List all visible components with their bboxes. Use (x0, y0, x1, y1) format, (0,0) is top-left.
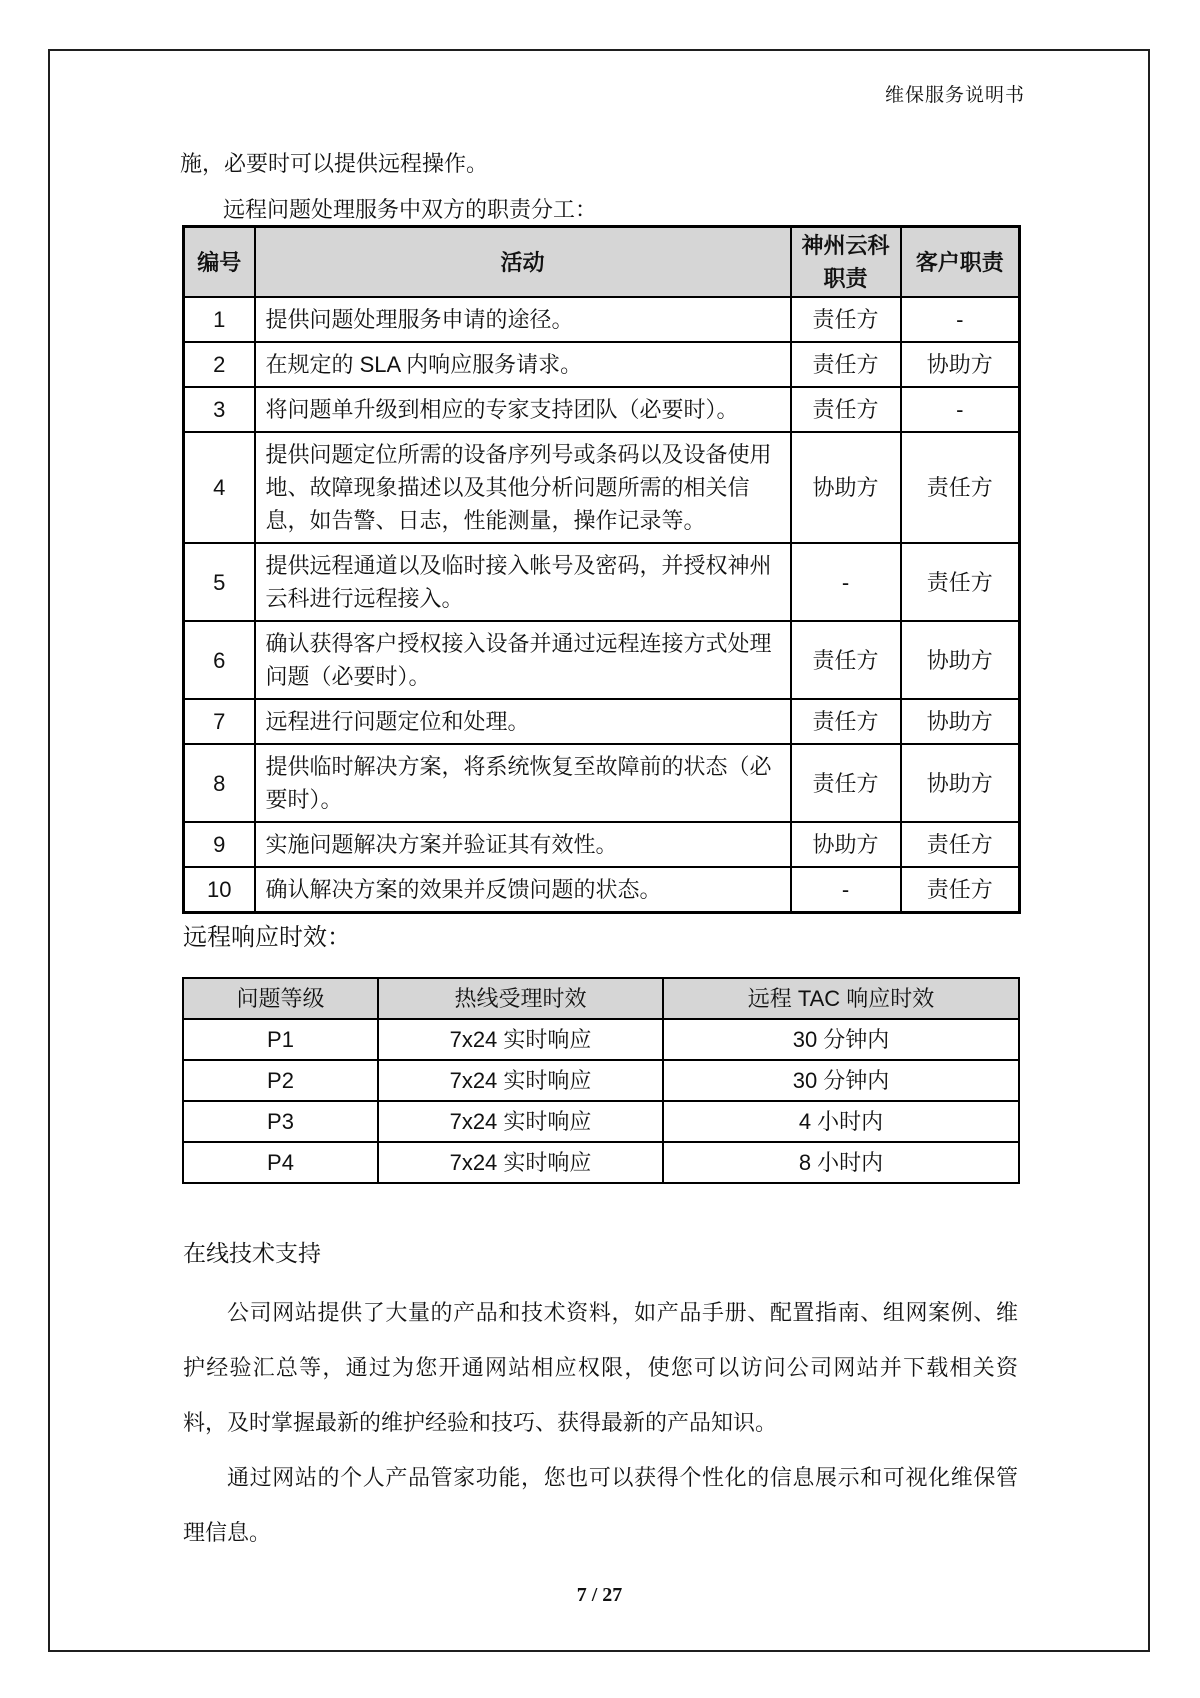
cell-activity: 实施问题解决方案并验证其有效性。 (255, 822, 791, 867)
cell-dxc: - (791, 867, 901, 913)
cell-no: 5 (184, 543, 255, 621)
header-cell-customer: 客户职责 (901, 227, 1020, 298)
cell-dxc: 责任方 (791, 297, 901, 342)
cell-tac: 8 小时内 (663, 1142, 1019, 1183)
cell-no: 6 (184, 621, 255, 699)
table-row (183, 1019, 1019, 1060)
header-cell-activity: 活动 (255, 227, 791, 298)
table-row (183, 1060, 1019, 1101)
table-row (184, 744, 1020, 822)
cell-dxc: - (791, 543, 901, 621)
header-cell-tac: 远程 TAC 响应时效 (663, 978, 1019, 1019)
cell-hotline: 7x24 实时响应 (378, 1142, 663, 1183)
cell-level: P4 (183, 1142, 378, 1183)
table-row (184, 432, 1020, 543)
header-cell-hotline: 热线受理时效 (378, 978, 663, 1019)
table-header-row (183, 978, 1019, 1019)
intro-text-line: 施，必要时可以提供远程操作。 (180, 151, 489, 176)
cell-no: 7 (184, 699, 255, 744)
response-time-table (182, 977, 1020, 1184)
cell-dxc: 责任方 (791, 621, 901, 699)
cell-hotline: 7x24 实时响应 (378, 1060, 663, 1101)
cell-level: P2 (183, 1060, 378, 1101)
table-row (183, 1142, 1019, 1183)
cell-customer: - (901, 387, 1020, 432)
table-row (184, 867, 1020, 913)
table-row (184, 387, 1020, 432)
table-row (184, 297, 1020, 342)
cell-dxc: 责任方 (791, 342, 901, 387)
cell-activity: 将问题单升级到相应的专家支持团队（必要时）。 (255, 387, 791, 432)
cell-dxc: 责任方 (791, 387, 901, 432)
cell-level: P1 (183, 1019, 378, 1060)
cell-activity: 确认获得客户授权接入设备并通过远程连接方式处理问题（必要时）。 (255, 621, 791, 699)
cell-customer: 协助方 (901, 744, 1020, 822)
cell-hotline: 7x24 实时响应 (378, 1019, 663, 1060)
cell-activity: 提供问题处理服务申请的途径。 (255, 297, 791, 342)
cell-tac: 30 分钟内 (663, 1019, 1019, 1060)
cell-activity: 提供问题定位所需的设备序列号或条码以及设备使用地、故障现象描述以及其他分析问题所需的相关信息，如告警、日志，性能测量，操作记录等。 (255, 432, 791, 543)
cell-customer: 责任方 (901, 432, 1020, 543)
cell-no: 8 (184, 744, 255, 822)
table-header-row (184, 227, 1020, 298)
header-cell-dxc: 神州云科职责 (791, 227, 901, 298)
cell-customer: 责任方 (901, 822, 1020, 867)
cell-hotline: 7x24 实时响应 (378, 1101, 663, 1142)
table-row (184, 621, 1020, 699)
cell-dxc: 责任方 (791, 744, 901, 822)
cell-activity: 提供临时解决方案，将系统恢复至故障前的状态（必要时）。 (255, 744, 791, 822)
cell-tac: 4 小时内 (663, 1101, 1019, 1142)
response-time-caption: 远程响应时效： (183, 924, 351, 951)
responsibility-table-caption: 远程问题处理服务中双方的职责分工： (223, 197, 598, 222)
cell-dxc: 协助方 (791, 432, 901, 543)
cell-activity: 在规定的 SLA 内响应服务请求。 (255, 342, 791, 387)
cell-customer: - (901, 297, 1020, 342)
table-row (184, 822, 1020, 867)
cell-customer: 协助方 (901, 699, 1020, 744)
cell-no: 10 (184, 867, 255, 913)
header-cell-no: 编号 (184, 227, 255, 298)
cell-customer: 协助方 (901, 621, 1020, 699)
cell-dxc: 责任方 (791, 699, 901, 744)
cell-dxc: 协助方 (791, 822, 901, 867)
cell-no: 4 (184, 432, 255, 543)
cell-customer: 责任方 (901, 543, 1020, 621)
table-row (184, 543, 1020, 621)
cell-customer: 责任方 (901, 867, 1020, 913)
cell-no: 2 (184, 342, 255, 387)
cell-activity: 远程进行问题定位和处理。 (255, 699, 791, 744)
cell-customer: 协助方 (901, 342, 1020, 387)
page-number: 7 / 27 (576, 1584, 623, 1606)
online-support-paragraph-1: 公司网站提供了大量的产品和技术资料，如产品手册、配置指南、组网案例、维护经验汇总等，通过为您开通网站相应权限，使您可以访问公司网站并下载相关资料，及时掌握最新的维护经验和技巧、获得最新的产品知识。 (183, 1300, 1018, 1435)
table-row (184, 699, 1020, 744)
table-row (184, 342, 1020, 387)
cell-no: 3 (184, 387, 255, 432)
header-cell-level: 问题等级 (183, 978, 378, 1019)
cell-level: P3 (183, 1101, 378, 1142)
cell-activity: 确认解决方案的效果并反馈问题的状态。 (255, 867, 791, 913)
online-support-paragraph-2: 通过网站的个人产品管家功能，您也可以获得个性化的信息展示和可视化维保管理信息。 (183, 1465, 1018, 1545)
responsibility-table (182, 225, 1021, 914)
cell-no: 1 (184, 297, 255, 342)
cell-activity: 提供远程通道以及临时接入帐号及密码，并授权神州云科进行远程接入。 (255, 543, 791, 621)
cell-no: 9 (184, 822, 255, 867)
online-support-heading: 在线技术支持 (183, 1240, 321, 1266)
document-header-title: 维保服务说明书 (884, 85, 1025, 106)
table-row (183, 1101, 1019, 1142)
cell-tac: 30 分钟内 (663, 1060, 1019, 1101)
